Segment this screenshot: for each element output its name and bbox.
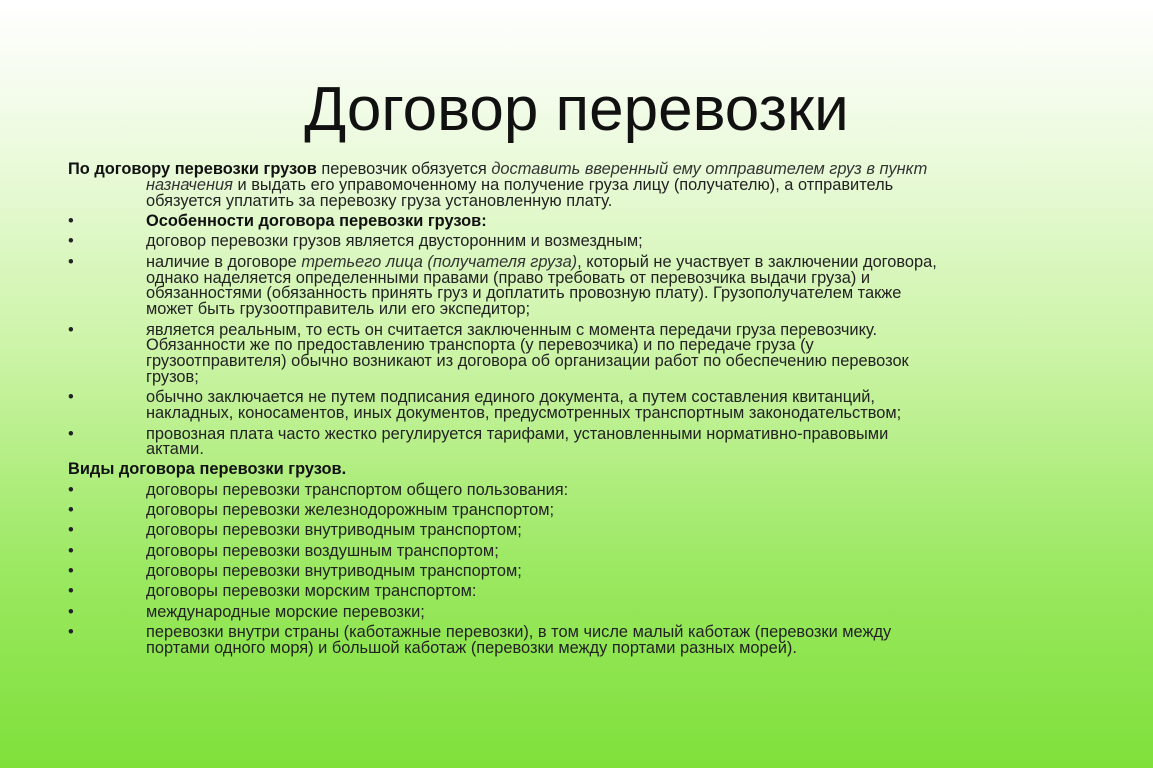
feature-item-5-l2: актами. bbox=[146, 440, 204, 459]
intro-text-2: и выдать его управомоченному на получение груза лицу (получателю), а отправитель bbox=[232, 175, 894, 194]
intro-paragraph bbox=[68, 162, 1098, 209]
type-item-6: договоры перевозки морским транспортом: bbox=[146, 582, 477, 601]
intro-italic-1: доставить вверенный ему отправителем груз в пункт bbox=[491, 160, 928, 178]
feature-item-4-l1: обычно заключается не путем подписания единого документа, а путем составления квитанций, bbox=[146, 388, 875, 407]
list-item bbox=[68, 541, 1098, 560]
list-item bbox=[68, 424, 1098, 459]
slide-body bbox=[68, 162, 1098, 657]
list-item bbox=[68, 564, 1098, 580]
type-item-8-l1: перевозки внутри страны (каботажные перевозки), в том числе малый каботаж (перевозки между bbox=[146, 623, 892, 642]
feature-item-3-l4: грузов; bbox=[146, 367, 199, 386]
bullet-mark: • bbox=[68, 211, 74, 230]
feature-item-2-before: наличие в договоре bbox=[146, 252, 302, 271]
list-item bbox=[68, 500, 1098, 519]
bullet-mark: • bbox=[68, 541, 74, 560]
feature-item-3-l1: является реальным, то есть он считается заключенным с момента передачи груза перевозчику. bbox=[146, 320, 878, 339]
bullet-mark: • bbox=[68, 500, 74, 519]
list-item bbox=[68, 625, 1098, 657]
feature-item-4-l2: накладных, коносаментов, иных документов, предусмотренных транспортным законодательством; bbox=[146, 404, 902, 423]
feature-item-5-l1: провозная плата часто жестко регулируется тарифами, установленными нормативно-правовыми bbox=[146, 424, 889, 443]
intro-bold-term: По договору перевозки грузов bbox=[68, 160, 317, 178]
slide-title: Договор перевозки bbox=[304, 75, 849, 144]
list-item bbox=[68, 602, 1098, 621]
feature-item-2-rest: однако наделяется определенными правами (право требовать от перевозчика выдачи груза) и bbox=[146, 268, 871, 287]
list-item bbox=[68, 480, 1098, 499]
list-item bbox=[68, 252, 1098, 319]
bullet-mark: • bbox=[68, 623, 74, 642]
type-item-8-l2: портами одного моря) и большой каботаж (перевозки между портами разных морей). bbox=[146, 639, 797, 658]
bullet-mark: • bbox=[68, 521, 74, 540]
feature-item-2-after: , который не участвует в заключении договора, bbox=[577, 252, 937, 271]
bullet-mark: • bbox=[68, 602, 74, 621]
intro-italic-2: назначения bbox=[146, 175, 233, 194]
feature-item-3-l3: грузоотправителя) обычно возникают из договора об организации работ по обеспечению перевозок bbox=[146, 352, 909, 371]
bullet-mark: • bbox=[68, 480, 74, 499]
feature-item-2-rest2: обязанностями (обязанность принять груз и доплатить провозную плату). Грузополучателем также bbox=[146, 284, 902, 303]
intro-text-1: перевозчик обязуется bbox=[316, 160, 492, 178]
features-heading-item bbox=[68, 211, 1098, 230]
feature-item-1: договор перевозки грузов является двусторонним и возмездным; bbox=[146, 232, 643, 251]
type-item-3: договоры перевозки внутриводным транспортом; bbox=[146, 521, 522, 540]
bullet-mark: • bbox=[68, 388, 74, 407]
type-item-7: международные морские перевозки; bbox=[146, 602, 425, 621]
list-item bbox=[68, 584, 1098, 600]
bullet-mark: • bbox=[68, 424, 74, 443]
bullet-mark: • bbox=[68, 582, 74, 601]
feature-item-2-rest3: может быть грузоотправитель или его экспедитор; bbox=[146, 300, 531, 319]
feature-item-3-l2: Обязанности же по предоставлению транспорта (у перевозчика) и по передаче груза (у bbox=[146, 336, 814, 355]
features-heading: Особенности договора перевозки грузов: bbox=[146, 211, 487, 230]
bullet-mark: • bbox=[68, 232, 74, 251]
list-item bbox=[68, 390, 1098, 422]
bullet-mark: • bbox=[68, 320, 74, 339]
bullet-mark: • bbox=[68, 252, 74, 271]
types-heading: Виды договора перевозки грузов. bbox=[68, 460, 347, 479]
type-item-2: договоры перевозки железнодорожным транспортом; bbox=[146, 500, 555, 519]
bullet-mark: • bbox=[68, 562, 74, 581]
list-item bbox=[68, 234, 1098, 250]
feature-item-2-italic: третьего лица (получателя груза) bbox=[301, 252, 578, 271]
list-item bbox=[68, 523, 1098, 539]
intro-line-3: обязуется уплатить за перевозку груза установленную плату. bbox=[146, 191, 613, 210]
type-item-4: договоры перевозки воздушным транспортом; bbox=[146, 541, 499, 560]
type-item-5: договоры перевозки внутриводным транспортом; bbox=[146, 562, 522, 581]
type-item-1: договоры перевозки транспортом общего пользования: bbox=[146, 480, 569, 499]
list-item bbox=[68, 320, 1098, 386]
